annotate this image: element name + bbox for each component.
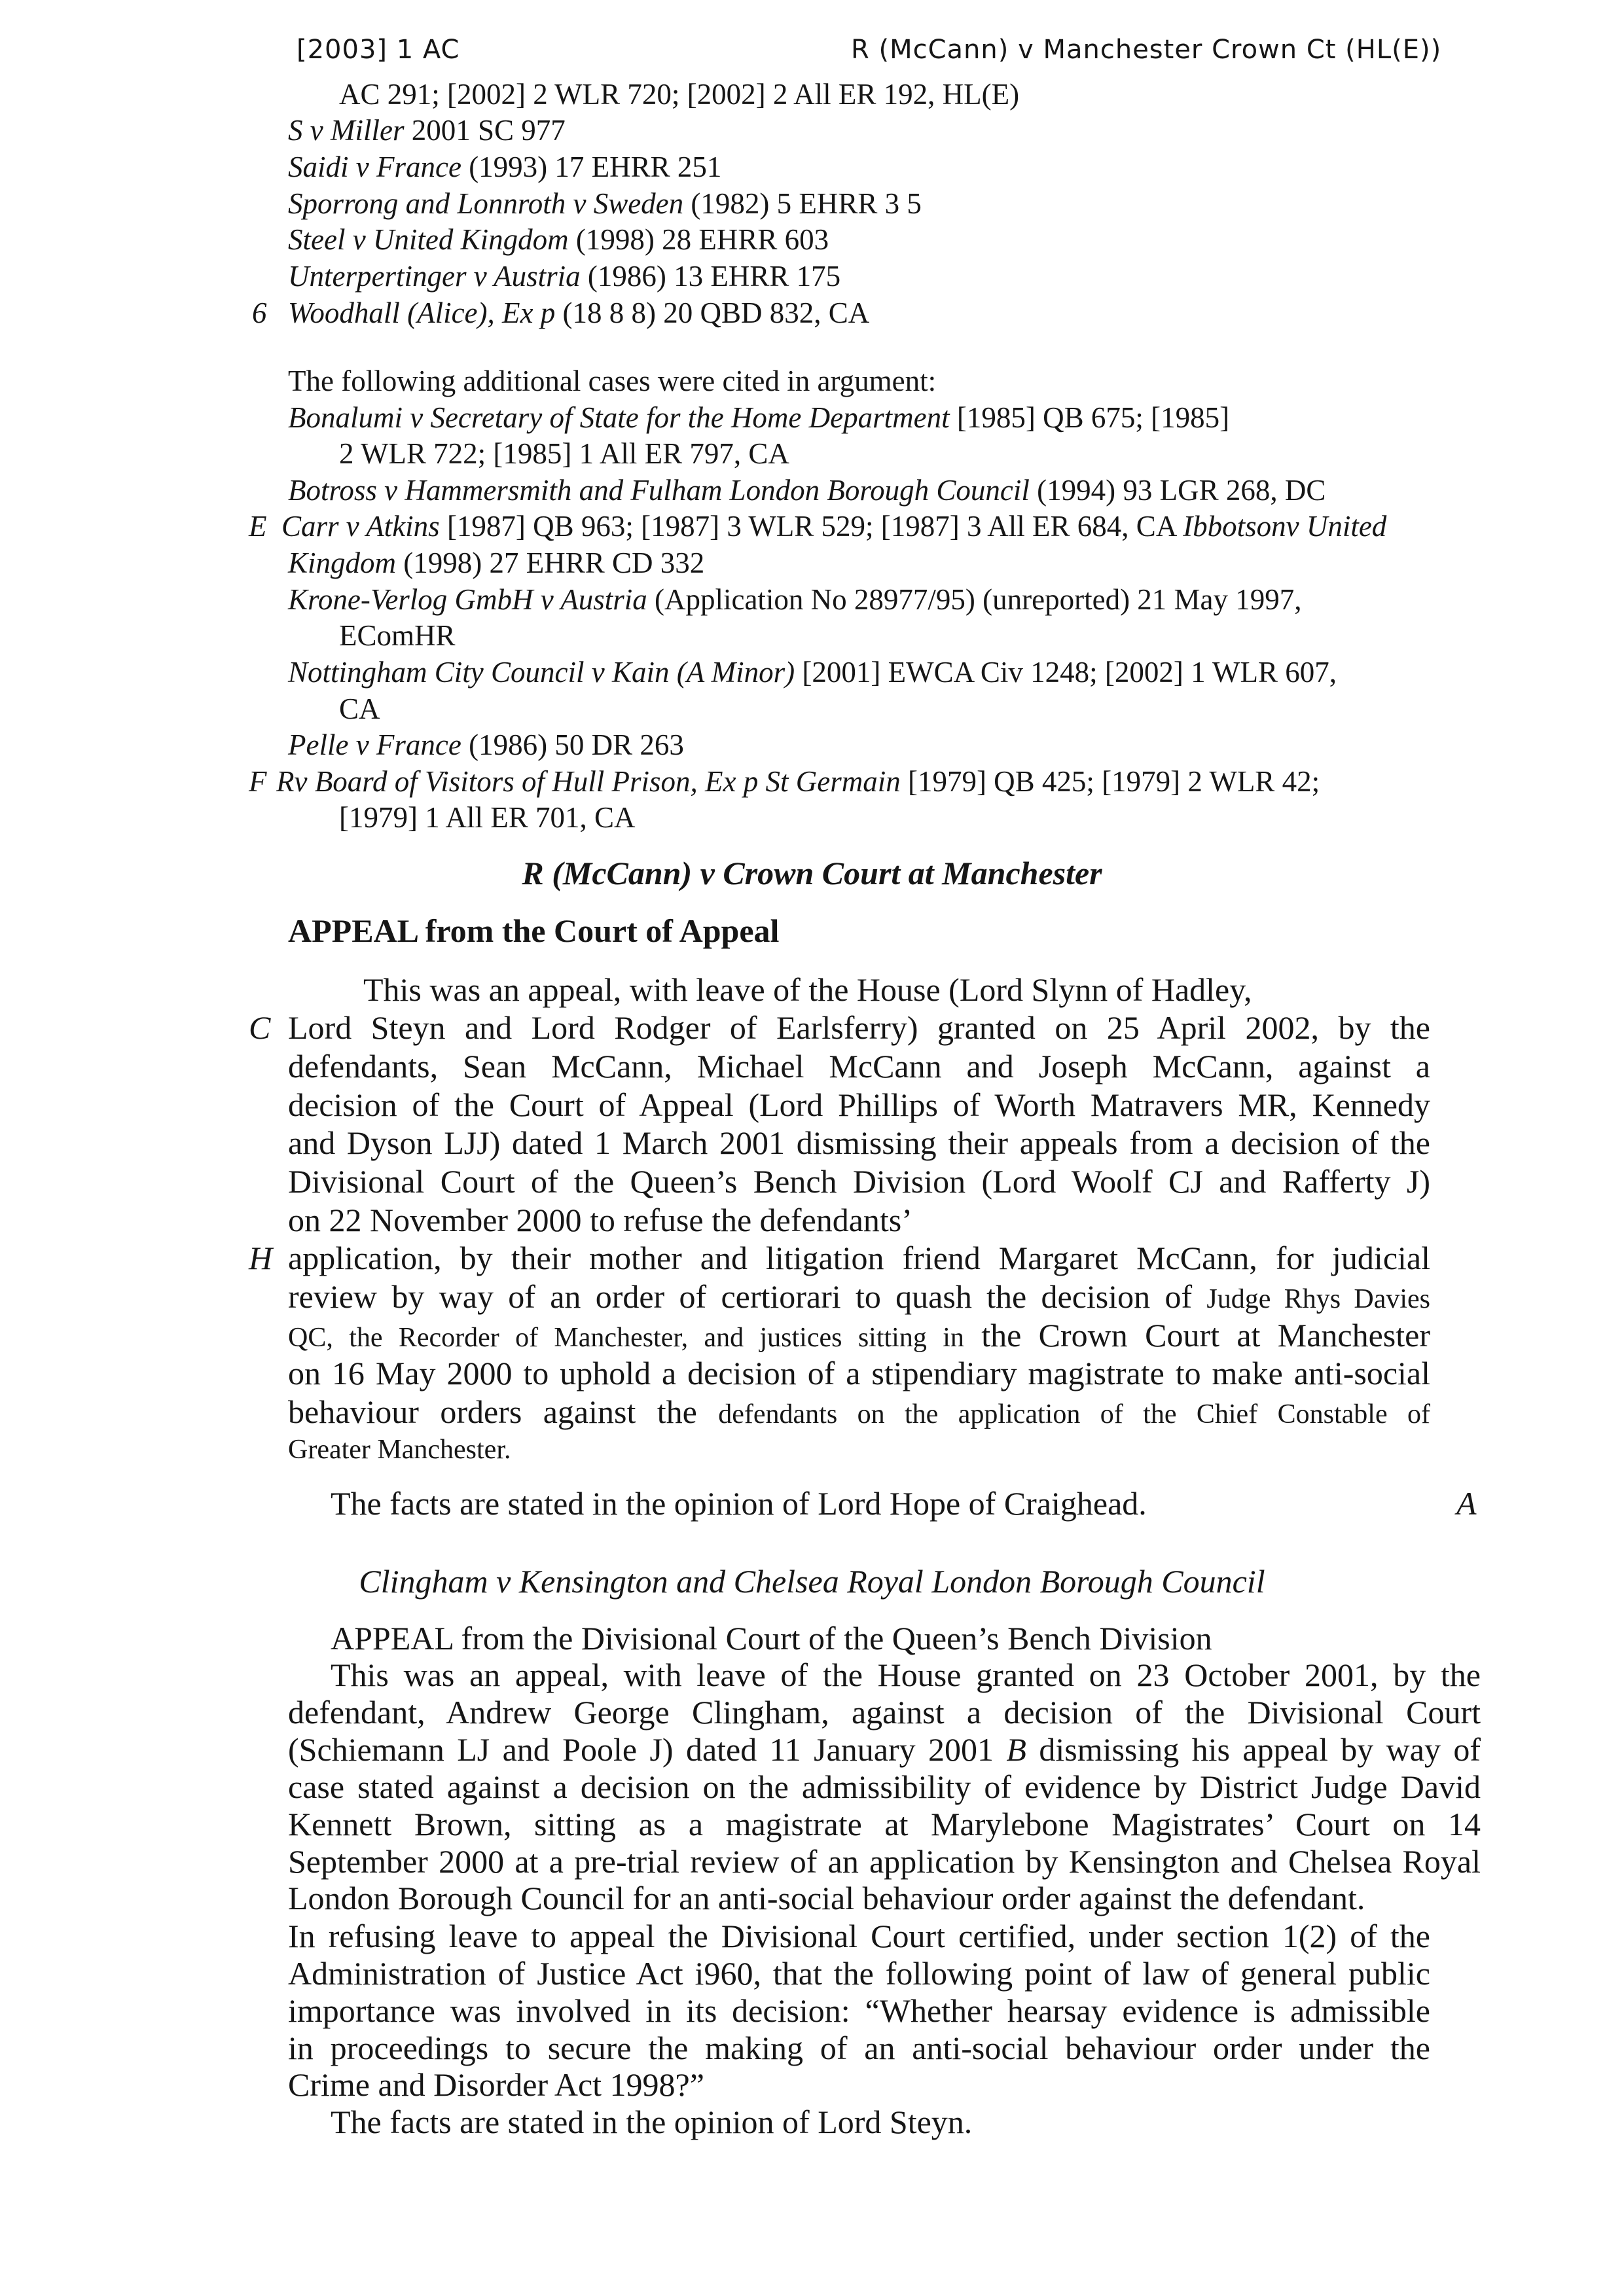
case-citation: Unterpertinger v Austria (1986) 13 EHRR 175 [288, 260, 841, 293]
paragraph-line: case stated against a decision on the admissibility of evidence by District Judge David [288, 1768, 1481, 1805]
appeal-heading: APPEAL from the Divisional Court of the Queen’s Bench Division [331, 1620, 1212, 1657]
additional-cases-intro: The following additional cases were cited in argument: [288, 365, 937, 397]
margin-letter: A [1456, 1485, 1477, 1522]
paragraph-line: in proceedings to secure the making of an anti-social behaviour order under the [288, 2030, 1430, 2066]
margin-letter: F [249, 765, 267, 798]
case-citation-continued: Kingdom (1998) 27 EHRR CD 332 [288, 547, 705, 579]
paragraph-line: review by way of an order of certiorari to quash the decision of Judge Rhys Davies [288, 1278, 1430, 1315]
margin-letter: 6 [252, 296, 267, 329]
margin-letter: E [249, 510, 267, 543]
case-citation: Carr v Atkins [1987] QB 963; [1987] 3 WLR 529; [1987] 3 All ER 684, CA Ibbotsonv United [281, 510, 1387, 543]
case-citation-continued: CA [339, 692, 380, 725]
paragraph-line: defendants, Sean McCann, Michael McCann and Joseph McCann, against a [288, 1048, 1430, 1085]
case-citation: Nottingham City Council v Kain (A Minor) [2001] EWCA Civ 1248; [2002] 1 WLR 607, [288, 656, 1337, 689]
margin-letter: B [1006, 1731, 1026, 1768]
paragraph-line: Kennett Brown, sitting as a magistrate at Marylebone Magistrates’ Court on 14 [288, 1806, 1481, 1842]
case-citation: Rv Board of Visitors of Hull Prison, Ex p St Germain [1979] QB 425; [1979] 2 WLR 42; [276, 765, 1320, 798]
paragraph-line: This was an appeal, with leave of the House granted on 23 October 2001, by the [331, 1657, 1481, 1693]
case-citation: Krone-Verlog GmbH v Austria (Application No 28977/95) (unreported) 21 May 1997, [288, 583, 1302, 616]
case-citation: Botross v Hammersmith and Fulham London Borough Council (1994) 93 LGR 268, DC [288, 474, 1326, 507]
running-head-left: [2003] 1 AC [297, 35, 460, 65]
paragraph-line: Crime and Disorder Act 1998?” [288, 2066, 704, 2103]
case-citation-continued: [1979] 1 All ER 701, CA [339, 801, 636, 834]
paragraph-line: QC, the Recorder of Manchester, and justices sitting in the Crown Court at Manchester [288, 1317, 1431, 1354]
paragraph-line: Lord Steyn and Lord Rodger of Earlsferry) granted on 25 April 2002, by the [288, 1009, 1430, 1046]
case-citation: Sporrong and Lonnroth v Sweden (1982) 5 EHRR 3 5 [288, 187, 922, 220]
case-citation: Bonalumi v Secretary of State for the Home Department [1985] QB 675; [1985] [288, 401, 1230, 434]
case-title: R (McCann) v Crown Court at Manchester [522, 855, 1102, 891]
case-citation: AC 291; [2002] 2 WLR 720; [2002] 2 All ER 192, HL(E) [339, 78, 1020, 111]
case-citation: Saidi v France (1993) 17 EHRR 251 [288, 151, 722, 183]
paragraph-line: Greater Manchester. [288, 1435, 511, 1465]
case-citation: Woodhall (Alice), Ex p (18 8 8) 20 QBD 832, CA [288, 296, 870, 329]
paragraph-line: Administration of Justice Act i960, that the following point of law of general public [288, 1955, 1430, 1992]
paragraph-line: This was an appeal, with leave of the House (Lord Slynn of Hadley, [363, 971, 1252, 1008]
paragraph-line: In refusing leave to appeal the Divisional Court certified, under section 1(2) of the [288, 1918, 1430, 1954]
appeal-heading: APPEAL from the Court of Appeal [288, 912, 780, 949]
paragraph-line: (Schiemann LJ and Poole J) dated 11 January 2001 B dismissing his appeal by way of [288, 1731, 1481, 1768]
paragraph-line: application, by their mother and litigation friend Margaret McCann, for judicial [288, 1240, 1430, 1276]
case-citation-continued: 2 WLR 722; [1985] 1 All ER 797, CA [339, 437, 789, 470]
paragraph-line: September 2000 at a pre-trial review of an application by Kensington and Chelsea Royal [288, 1843, 1481, 1880]
margin-letter: H [249, 1240, 273, 1276]
facts-statement: The facts are stated in the opinion of Lord Hope of Craighead. [331, 1485, 1147, 1522]
paragraph-line: importance was involved in its decision: “Whether hearsay evidence is admissible [288, 1992, 1430, 2029]
case-citation-continued: EComHR [339, 619, 456, 652]
paragraph-line: on 16 May 2000 to uphold a decision of a stipendiary magistrate to make anti-social [288, 1355, 1430, 1391]
paragraph-line: decision of the Court of Appeal (Lord Phillips of Worth Matravers MR, Kennedy [288, 1086, 1430, 1123]
paragraph-line: Divisional Court of the Queen’s Bench Division (Lord Woolf CJ and Rafferty J) [288, 1163, 1430, 1200]
paragraph-line: and Dyson LJJ) dated 1 March 2001 dismissing their appeals from a decision of the [288, 1124, 1430, 1161]
case-citation: S v Miller 2001 SC 977 [288, 114, 566, 147]
paragraph-line: behaviour orders against the defendants on the application of the Chief Constable of [288, 1393, 1430, 1430]
margin-letter: C [249, 1009, 271, 1046]
paragraph-line: defendant, Andrew George Clingham, against a decision of the Divisional Court [288, 1694, 1481, 1731]
case-title: Clingham v Kensington and Chelsea Royal London Borough Council [359, 1563, 1265, 1600]
paragraph-line: on 22 November 2000 to refuse the defendants’ [288, 1202, 912, 1238]
case-citation: Steel v United Kingdom (1998) 28 EHRR 603 [288, 223, 829, 256]
facts-statement: The facts are stated in the opinion of Lord Steyn. [331, 2104, 973, 2140]
running-head-right: R (McCann) v Manchester Crown Ct (HL(E)) [851, 35, 1442, 65]
case-citation: Pelle v France (1986) 50 DR 263 [288, 728, 684, 761]
paragraph-line: London Borough Council for an anti-social behaviour order against the defendant. [288, 1880, 1365, 1916]
